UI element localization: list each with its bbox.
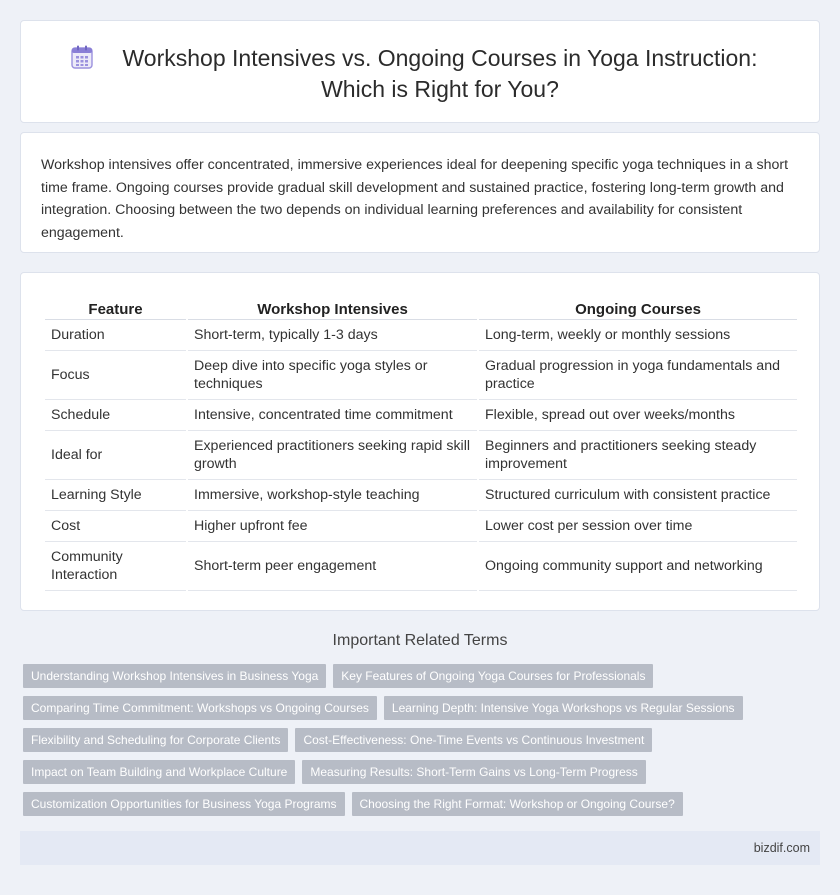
row-feature: Focus	[45, 351, 186, 400]
row-ongoing: Structured curriculum with consistent practice	[479, 480, 797, 511]
intro-paragraph: Workshop intensives offer concentrated, immersive experiences ideal for deepening specific yoga techniques in a short time frame. Ongoing courses provide gradual skill development and sustained practice, fostering long-term growth and integration. Choosing between the two depends on individual learning preferences and availability for consistent engagement.	[41, 157, 789, 241]
row-feature: Learning Style	[45, 480, 186, 511]
table-row	[45, 320, 797, 351]
footer	[20, 831, 820, 865]
table-row	[45, 400, 797, 431]
row-feature: Duration	[45, 320, 186, 351]
related-term-tag[interactable]: Customization Opportunities for Business Yoga Programs	[23, 792, 345, 816]
row-feature: Schedule	[45, 400, 186, 431]
table-header-row	[45, 295, 797, 320]
table-row	[45, 431, 797, 480]
related-term-tag[interactable]: Measuring Results: Short-Term Gains vs Long-Term Progress	[302, 760, 645, 784]
related-term-tag[interactable]: Impact on Team Building and Workplace Culture	[23, 760, 295, 784]
table-row	[45, 480, 797, 511]
header-workshop: Workshop Intensives	[188, 295, 477, 320]
table-row	[45, 511, 797, 542]
row-workshop: Experienced practitioners seeking rapid skill growth	[188, 431, 477, 480]
related-term-tag[interactable]: Understanding Workshop Intensives in Business Yoga	[23, 664, 326, 688]
row-ongoing: Ongoing community support and networking	[479, 542, 797, 591]
row-workshop: Higher upfront fee	[188, 511, 477, 542]
row-feature: Community Interaction	[45, 542, 186, 591]
row-ongoing: Long-term, weekly or monthly sessions	[479, 320, 797, 351]
related-terms-title: Important Related Terms	[332, 632, 508, 649]
title-card	[20, 20, 820, 123]
footer-site-link[interactable]: bizdif.com	[753, 841, 810, 855]
related-terms-list	[23, 664, 823, 824]
related-term-tag[interactable]: Learning Depth: Intensive Yoga Workshops vs Regular Sessions	[384, 696, 743, 720]
row-ongoing: Lower cost per session over time	[479, 511, 797, 542]
related-term-tag[interactable]: Flexibility and Scheduling for Corporate Clients	[23, 728, 288, 752]
table-row	[45, 351, 797, 400]
row-workshop: Short-term peer engagement	[188, 542, 477, 591]
header-ongoing: Ongoing Courses	[479, 295, 797, 320]
comparison-table	[43, 295, 799, 591]
row-workshop: Intensive, concentrated time commitment	[188, 400, 477, 431]
comparison-card	[20, 272, 820, 611]
related-term-tag[interactable]: Choosing the Right Format: Workshop or Ongoing Course?	[352, 792, 683, 816]
intro-card	[20, 132, 820, 253]
row-ongoing: Beginners and practitioners seeking steady improvement	[479, 431, 797, 480]
related-term-tag[interactable]: Comparing Time Commitment: Workshops vs Ongoing Courses	[23, 696, 377, 720]
row-ongoing: Flexible, spread out over weeks/months	[479, 400, 797, 431]
row-workshop: Immersive, workshop-style teaching	[188, 480, 477, 511]
related-term-tag[interactable]: Cost-Effectiveness: One-Time Events vs Continuous Investment	[295, 728, 652, 752]
row-feature: Cost	[45, 511, 186, 542]
page-title: Workshop Intensives vs. Ongoing Courses in Yoga Instruction: Which is Right for You?	[122, 45, 758, 102]
table-row	[45, 542, 797, 591]
row-workshop: Short-term, typically 1-3 days	[188, 320, 477, 351]
header-feature: Feature	[45, 295, 186, 320]
row-ongoing: Gradual progression in yoga fundamentals and practice	[479, 351, 797, 400]
row-feature: Ideal for	[45, 431, 186, 480]
row-workshop: Deep dive into specific yoga styles or techniques	[188, 351, 477, 400]
related-term-tag[interactable]: Key Features of Ongoing Yoga Courses for Professionals	[333, 664, 653, 688]
